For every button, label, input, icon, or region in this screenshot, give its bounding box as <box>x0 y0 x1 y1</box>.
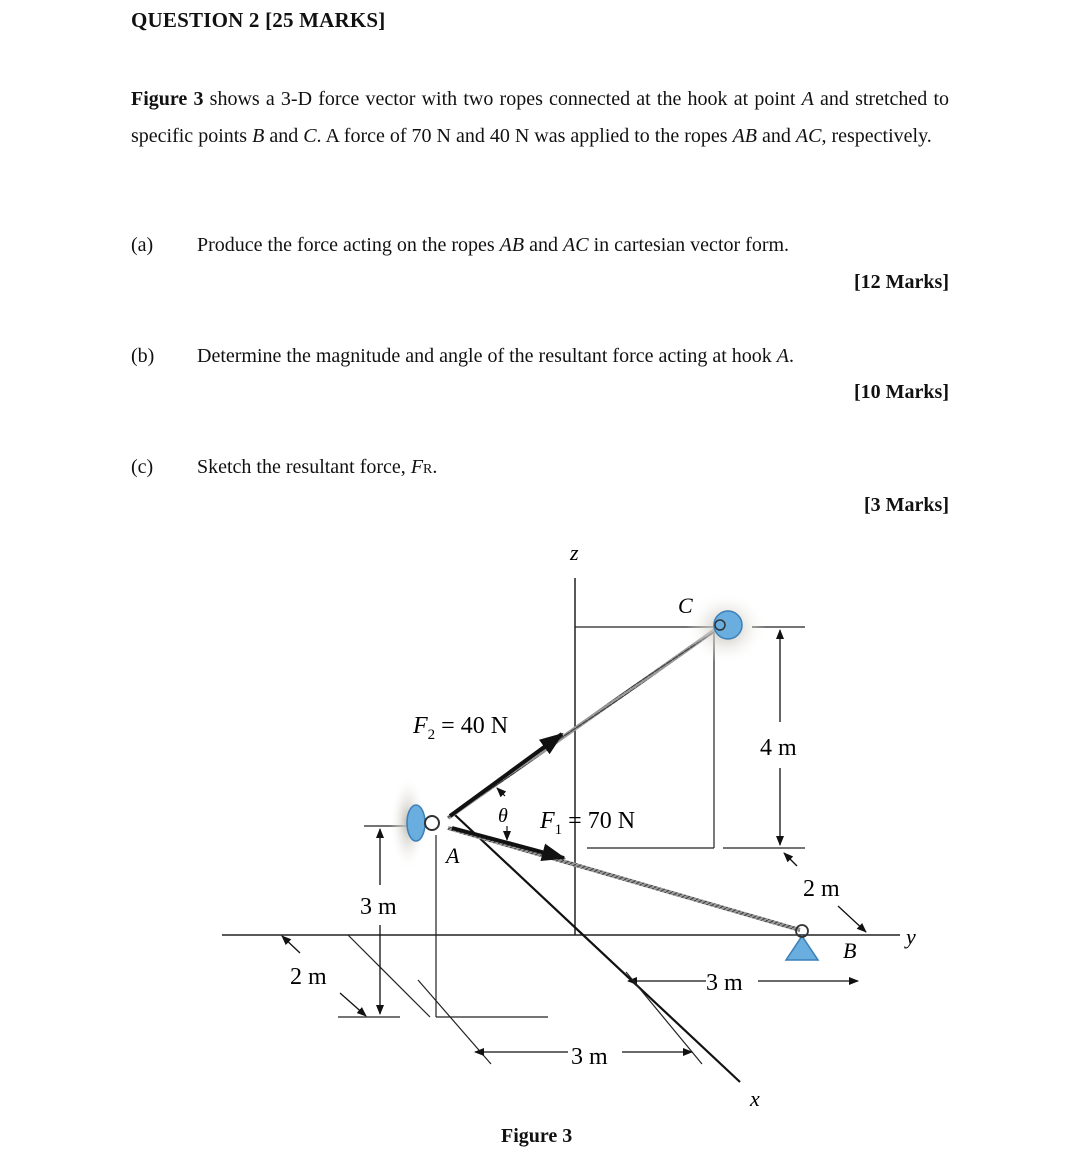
dimension-3m-right: 3 m <box>706 970 743 996</box>
question-intro <box>131 81 949 155</box>
part-c-marks: [3 Marks] <box>864 494 949 516</box>
part-a-label: (a) <box>131 234 154 256</box>
part-a-text: Produce the force acting on the ropes AB and AC in cartesian vector form. <box>197 234 790 256</box>
intro-text: . A force of 70 N and 40 N was applied to the ropes <box>316 125 733 147</box>
dimension-2m-left: 2 m <box>290 964 327 990</box>
force-f2-label: $F_2 = 40$ N <box>413 713 509 743</box>
intro-point-c: C <box>303 125 317 147</box>
intro-text: , respectively. <box>821 125 932 147</box>
part-b-marks: [10 Marks] <box>854 381 949 403</box>
force-f1-label: $F_1 = 70$ N <box>540 808 636 838</box>
part-b-label: (b) <box>131 345 155 367</box>
support-c-icon <box>714 611 742 639</box>
question-title: QUESTION 2 [25 MARKS] <box>131 8 386 32</box>
intro-point-b: B <box>252 125 265 147</box>
rope-ab <box>448 828 800 930</box>
intro-text: and <box>757 125 796 147</box>
dimension-4m: 4 m <box>760 735 797 761</box>
z-axis-label: z <box>570 540 579 565</box>
x-axis-label: x <box>750 1086 760 1111</box>
figure-caption: Figure 3 <box>501 1125 573 1147</box>
part-c-text: Sketch the resultant force, FR. <box>197 456 438 478</box>
part-a-marks: [12 Marks] <box>854 271 949 293</box>
part-c-label: (c) <box>131 456 154 478</box>
intro-text: shows a 3-D force vector with two ropes connected at the hook at point <box>203 88 802 110</box>
support-a-icon <box>407 805 425 841</box>
dimension-3m-bottom: 3 m <box>571 1044 608 1070</box>
intro-rope-ab: AB <box>732 125 757 147</box>
theta-label: θ <box>498 805 508 827</box>
y-axis-label: y <box>906 924 916 949</box>
support-b-icon <box>786 936 818 960</box>
figure-reference: Figure 3 <box>131 88 204 110</box>
part-b-text: Determine the magnitude and angle of the resultant force acting at hook A. <box>197 345 795 367</box>
point-c-label: C <box>678 593 693 618</box>
x-axis <box>455 815 740 1082</box>
point-b-label: B <box>843 938 857 963</box>
figure-3-diagram <box>200 530 960 1140</box>
point-a-label: A <box>446 843 460 868</box>
intro-text: and <box>264 125 304 147</box>
dimension-2m-right: 2 m <box>803 876 840 902</box>
intro-rope-ac: AC <box>795 125 822 147</box>
dimension-3m-left: 3 m <box>360 894 397 920</box>
intro-point-a: A <box>801 88 814 110</box>
force-f2-arrow <box>450 734 562 816</box>
intro-text: and stretched to specific points <box>131 88 950 147</box>
